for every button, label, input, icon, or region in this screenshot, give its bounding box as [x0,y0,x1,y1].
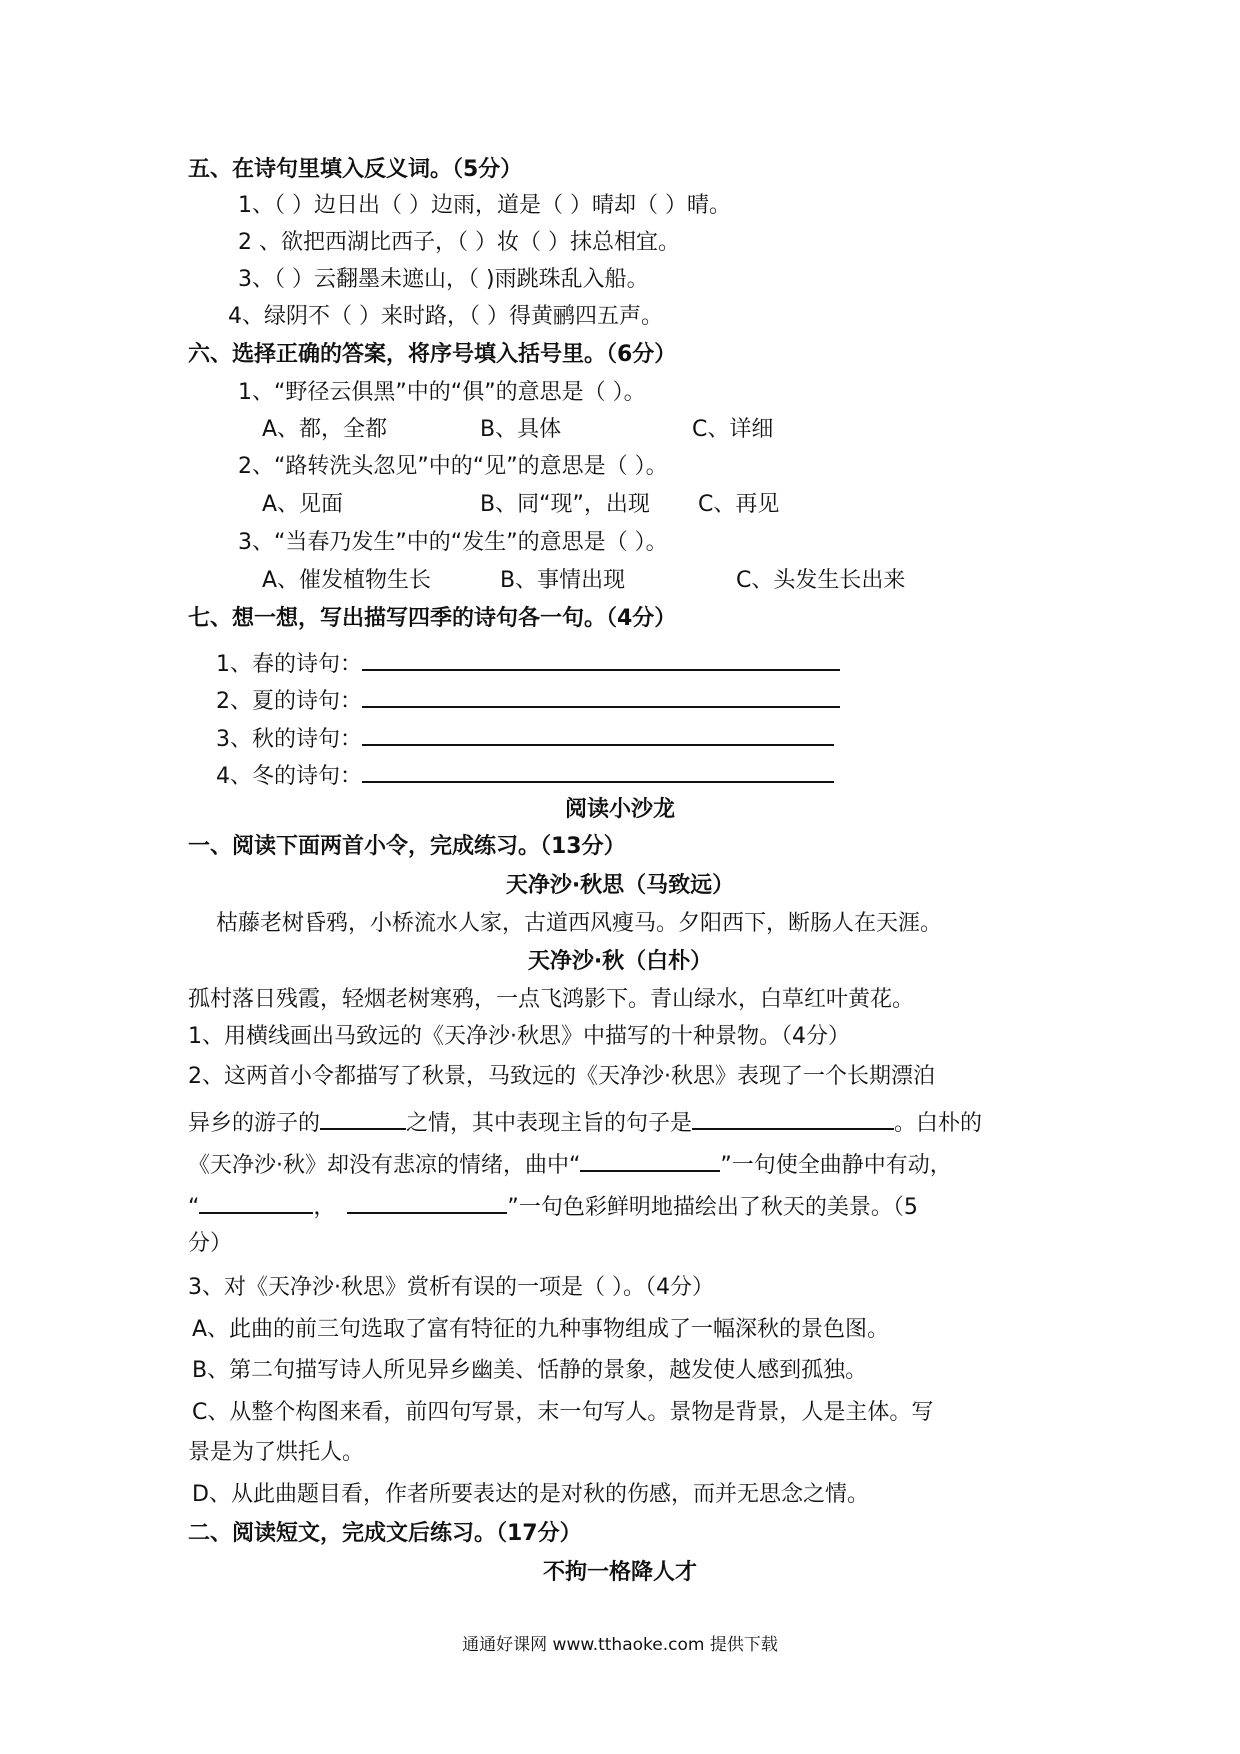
section-6-question-1: 1、“野径云俱黑”中的“俱”的意思是（ ）。 [238,380,646,405]
article-title: 不拘一格降人才 [542,1560,697,1585]
section-6-q2-option-a: A、见面 [262,492,344,517]
reading-q3-option-c-line-2: 景是为了烘托人。 [188,1440,365,1465]
section-6-q3-option-c: C、头发生长出来 [736,568,906,593]
q2-blank-theme-sentence[interactable] [692,1104,894,1130]
section-6-q2-option-b: B、同“现”，出现 [480,492,650,517]
reading-question-2-line-1: 2、这两首小令都描写了秋景，马致远的《天净沙·秋思》表现了一个长期漂泊 [188,1064,935,1089]
section-6-q2-option-c: C、再见 [698,492,780,517]
q2-text-segment: 《天净沙·秋》却没有悲凉的情绪，曲中“ [188,1153,581,1178]
q2-text-segment: 之情，其中表现主旨的句子是 [406,1111,693,1136]
spring-poem-label: 1、春的诗句： [216,652,362,677]
q2-text-segment: 。白朴的 [894,1111,983,1136]
summer-poem-row [216,682,840,717]
section-6-heading: 六、选择正确的答案，将序号填入括号里。（6分） [188,342,677,367]
reading-q3-option-a: A、此曲的前三句选取了富有特征的九种事物组成了一幅深秋的景色图。 [192,1317,890,1342]
reading-salon-title: 阅读小沙龙 [564,797,675,822]
section-6-q1-option-a: A、都，全都 [262,417,388,442]
reading-q3-option-c-line-1: C、从整个构图来看，前四句写景，末一句写人。景物是背景，人是主体。写 [192,1400,934,1425]
section-6-question-2: 2、“路转洗头忽见”中的“见”的意思是（ ）。 [238,454,668,479]
reading-part-1-heading: 一、阅读下面两首小令，完成练习。（13分） [188,834,626,859]
section-5-question-2: 2 、欲把西湖比西子，（ ）妆（ ）抹总相宜。 [238,230,680,255]
poem-2-title: 天净沙·秋（白朴） [527,949,713,974]
q2-text-segment: ”一句色彩鲜明地描绘出了秋天的美景。（5 [507,1195,918,1220]
section-6-q1-option-b: B、具体 [480,417,562,442]
spring-poem-row [216,645,840,680]
winter-poem-row [216,757,834,792]
winter-poem-answer-line[interactable] [362,757,834,783]
q2-blank-motion-line[interactable] [580,1146,720,1172]
reading-question-2-line-5: 分） [188,1231,233,1256]
autumn-poem-answer-line[interactable] [362,720,834,746]
q2-text-segment: “ [188,1195,200,1220]
summer-poem-label: 2、夏的诗句： [216,689,362,714]
poem-2-text: 孤村落日残霞，轻烟老树寒鸦，一点飞鸿影下。青山绿水，白草红叶黄花。 [188,987,915,1012]
section-5-question-4: 4、绿阴不（ ）来时路，（ ）得黄鹂四五声。 [228,304,663,329]
footer-download-notice: 通通好课网 www.tthaoke.com 提供下载 [462,1635,778,1655]
section-5-question-1: 1、（ ）边日出（ ）边雨，道是（ ）晴却（ ）晴。 [238,193,731,218]
q2-text-segment: 异乡的游子的 [188,1111,321,1136]
section-6-q3-option-b: B、事情出现 [500,568,626,593]
section-6-question-3: 3、“当春乃发生”中的“发生”的意思是（ ）。 [238,530,668,555]
section-5-question-3: 3、（ ）云翻墨未遮山，（ )雨跳珠乱入船。 [238,267,649,292]
reading-question-2-line-2 [188,1104,982,1139]
reading-question-1: 1、用横线画出马致远的《天净沙·秋思》中描写的十种景物。（4分） [188,1024,850,1049]
autumn-poem-row [216,720,834,755]
reading-question-2-line-4 [188,1188,918,1223]
q2-blank-color-line-part-1[interactable] [199,1188,313,1214]
q2-text-segment: ”一句使全曲静中有动， [720,1153,952,1178]
section-6-q1-option-c: C、详细 [692,417,774,442]
section-7-heading: 七、想一想，写出描写四季的诗句各一句。（4分） [188,606,677,631]
section-5-heading: 五、在诗句里填入反义词。（5分） [188,157,523,182]
winter-poem-label: 4、冬的诗句： [216,764,362,789]
q2-blank-color-line-part-2[interactable] [347,1188,507,1214]
poem-1-text: 枯藤老树昏鸦，小桥流水人家，古道西风瘦马。夕阳西下，断肠人在天涯。 [216,911,943,936]
section-6-q3-option-a: A、催发植物生长 [262,568,432,593]
reading-q3-option-d: D、从此曲题目看，作者所要表达的是对秋的伤感，而并无思念之情。 [192,1482,869,1507]
q2-text-segment: ， [313,1195,336,1220]
reading-q3-option-b: B、第二句描写诗人所见异乡幽美、恬静的景象，越发使人感到孤独。 [192,1358,868,1383]
autumn-poem-label: 3、秋的诗句： [216,727,362,752]
reading-question-3: 3、对《天净沙·秋思》赏析有误的一项是（ ）。（4分） [188,1275,714,1300]
summer-poem-answer-line[interactable] [362,682,840,708]
q2-blank-feeling[interactable] [320,1104,406,1130]
poem-1-title: 天净沙·秋思（马致远） [505,873,735,898]
reading-part-2-heading: 二、阅读短文，完成文后练习。（17分） [188,1521,582,1546]
reading-question-2-line-3 [188,1146,952,1181]
spring-poem-answer-line[interactable] [362,645,840,671]
